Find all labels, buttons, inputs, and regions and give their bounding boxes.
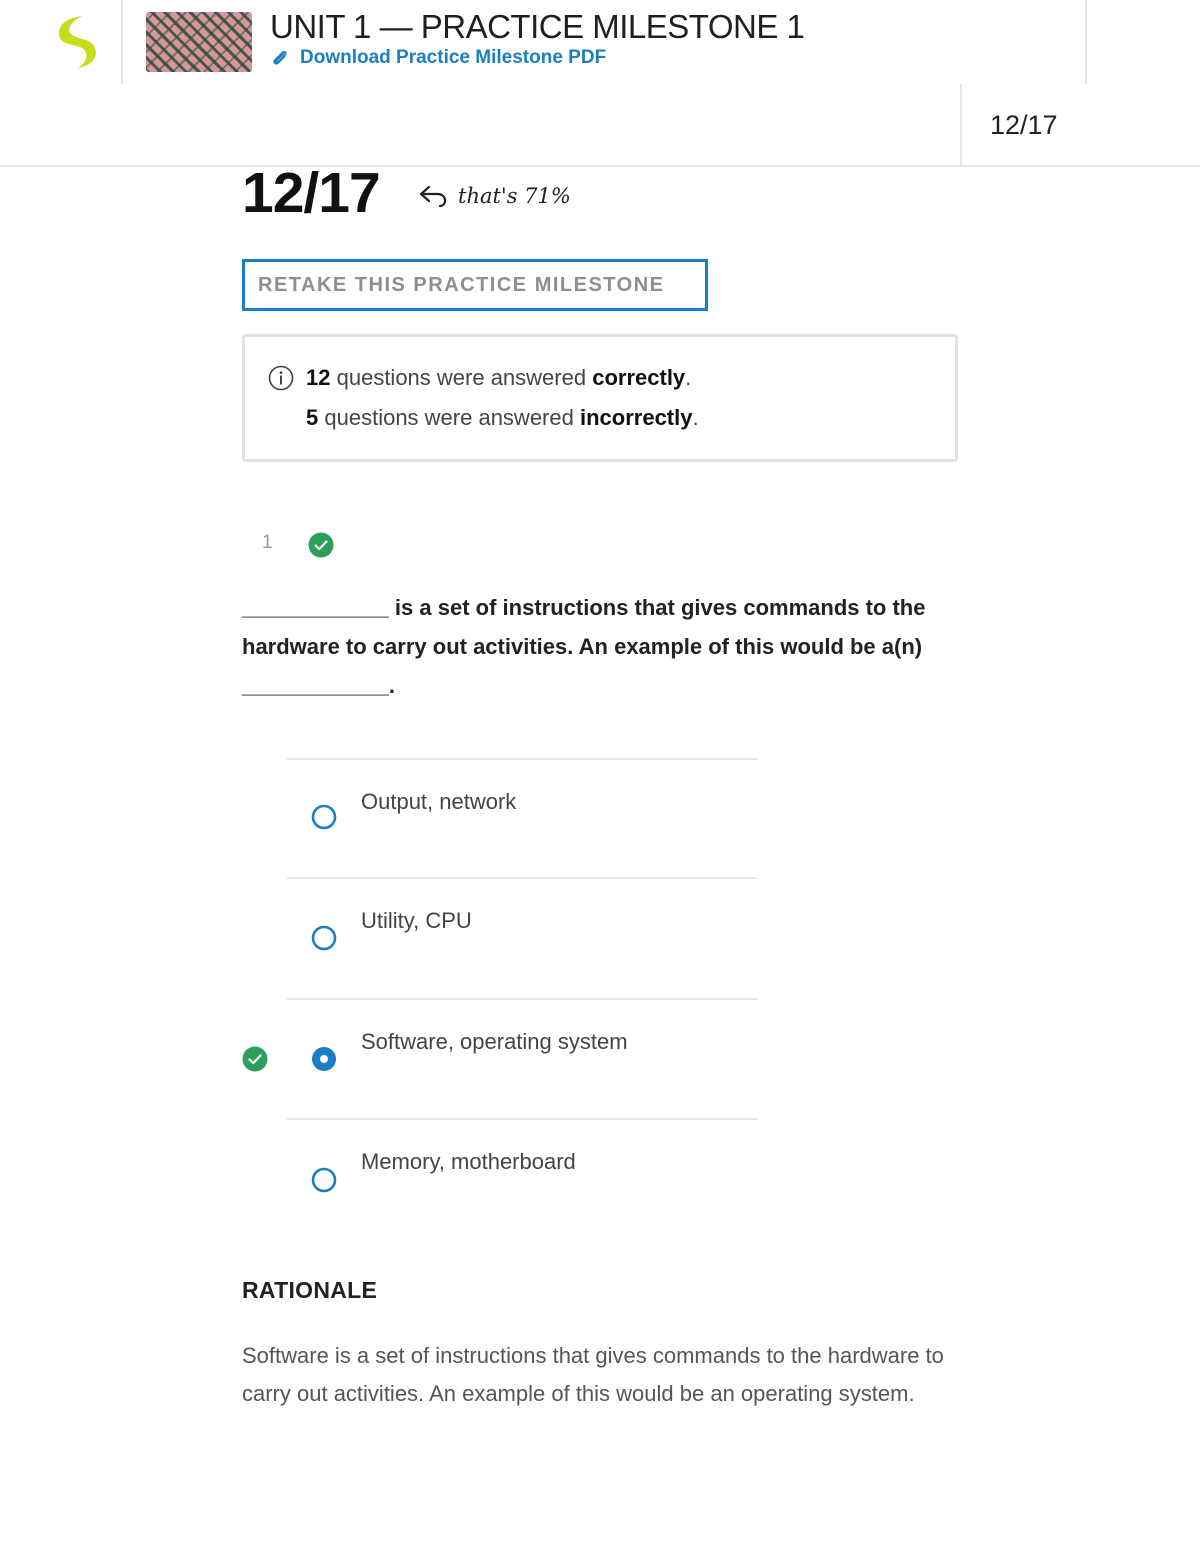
page-title: UNIT 1 — PRACTICE MILESTONE 1 (270, 8, 805, 45)
option-label[interactable]: Memory, motherboard (361, 1149, 576, 1174)
score-indicator: 12/17 (990, 110, 1058, 140)
summary-correct (306, 365, 691, 391)
correct-period: . (685, 365, 692, 390)
option-label[interactable]: Software, operating system (361, 1029, 628, 1054)
results-summary-box (242, 334, 958, 462)
info-icon (268, 365, 294, 391)
rationale-heading: RATIONALE (242, 1277, 378, 1303)
correct-count: 12 (306, 365, 331, 390)
incorrect-text: questions were answered (324, 405, 574, 430)
score-panel-divider (960, 84, 962, 166)
incorrect-count: 5 (306, 405, 319, 430)
retake-button[interactable]: RETAKE THIS PRACTICE MILESTONE (242, 259, 708, 311)
download-pdf-label: Download Practice Milestone PDF (300, 47, 607, 68)
option-divider (287, 758, 757, 760)
correct-word: correctly (592, 365, 686, 390)
option-divider (287, 998, 757, 1000)
question-text: ____________ is a set of instructions that gives commands to the hardware to carry out activities. An example of this would be a(n) ____________. (242, 595, 926, 698)
radio-icon[interactable] (311, 1167, 337, 1193)
question-number: 1 (262, 532, 273, 553)
incorrect-word: incorrectly (579, 405, 693, 430)
check-circle-icon (308, 532, 334, 558)
correct-text: questions were answered (336, 365, 587, 390)
score-display: 12/17 (242, 161, 380, 225)
check-circle-icon (242, 1046, 268, 1072)
header-divider-right (1085, 0, 1087, 84)
option-divider (287, 877, 757, 879)
radio-icon[interactable] (311, 804, 337, 830)
download-pdf-link[interactable] (270, 47, 606, 69)
paperclip-icon (270, 48, 290, 68)
incorrect-period: . (692, 405, 699, 430)
undo-arrow-icon (418, 183, 450, 209)
logo-icon[interactable] (52, 14, 100, 70)
rationale-text: Software is a set of instructions that gives commands to the hardware to carry out activities. An example of this would be an operating system. (242, 1343, 944, 1406)
radio-selected-icon[interactable] (311, 1046, 337, 1072)
header-divider (121, 0, 123, 84)
header-bottom-rule (0, 165, 1200, 167)
percent-note-text: that's 71% (458, 184, 571, 208)
option-divider (287, 1118, 757, 1120)
option-label[interactable]: Utility, CPU (361, 908, 472, 933)
radio-icon[interactable] (311, 925, 337, 951)
summary-incorrect (306, 405, 699, 431)
percent-note (418, 183, 571, 209)
milestone-thumbnail (146, 12, 252, 72)
option-label[interactable]: Output, network (361, 789, 517, 814)
